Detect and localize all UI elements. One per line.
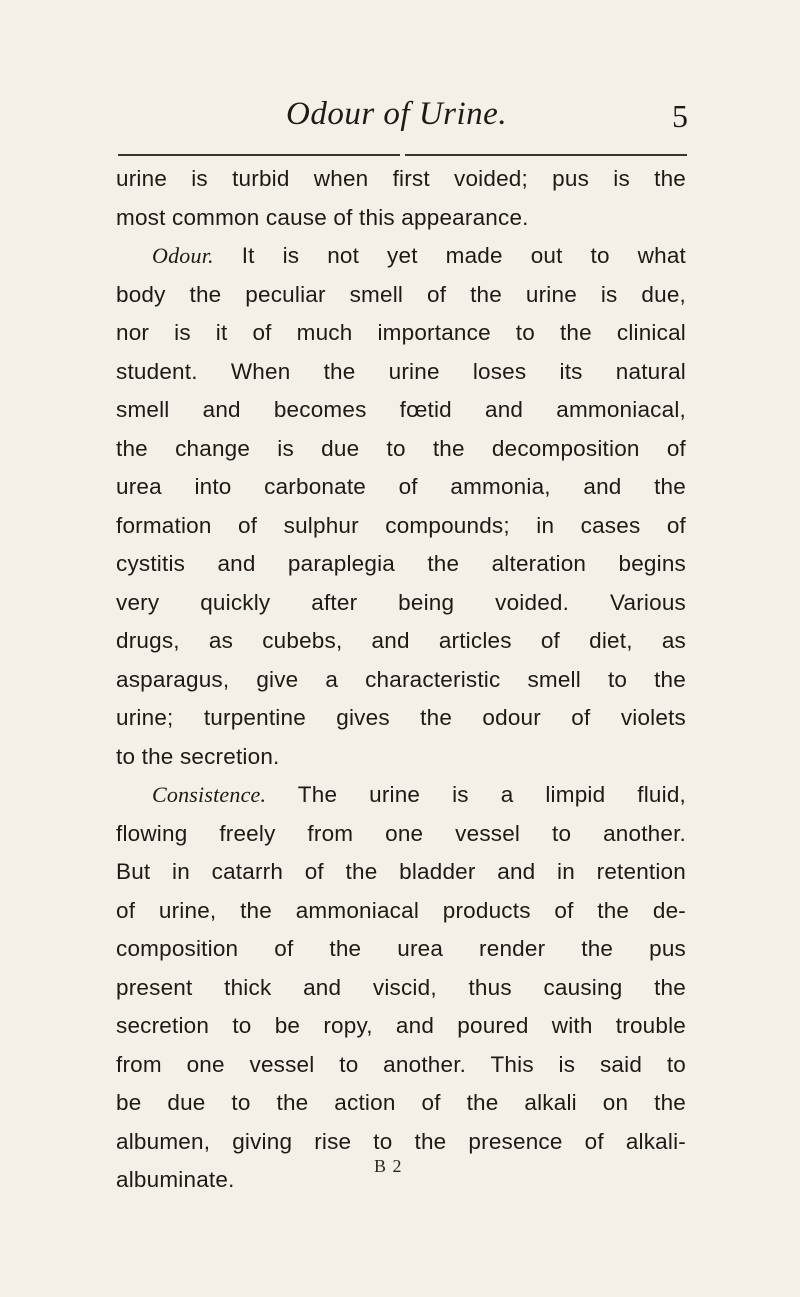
body-text [116, 160, 686, 1200]
text-line-consistence [116, 776, 686, 815]
text-line: body the peculiar smell of the urine is due, [116, 281, 686, 307]
text-line: drugs, as cubebs, and articles of diet, as [116, 628, 686, 653]
text-line: albuminate. [116, 1167, 235, 1192]
sidehead-odour: Odour. [152, 243, 214, 268]
signature-mark: B 2 [374, 1156, 403, 1176]
text-line: But in catarrh of the bladder and in retention [116, 859, 686, 884]
sidehead-consistence: Consistence. [152, 782, 267, 807]
text-line: composition of the urea render the pus [116, 936, 686, 961]
text-line: of urine, the ammoniacal products of the de- [116, 897, 686, 923]
running-title: Odour of Urine. [286, 96, 508, 132]
text-line: secretion to be ropy, and poured with trouble [116, 1013, 686, 1038]
page-number: 5 [672, 98, 688, 134]
running-head [0, 96, 800, 146]
text-line: very quickly after being voided. Various [116, 589, 686, 615]
text-line: be due to the action of the alkali on the [116, 1090, 686, 1115]
text-line: urea into carbonate of ammonia, and the [116, 474, 686, 499]
text-line: cystitis and paraplegia the alteration begins [116, 551, 686, 576]
text-line: student. When the urine loses its natural [116, 358, 686, 384]
text-line: flowing freely from one vessel to another. [116, 820, 686, 846]
header-rule-right [405, 154, 687, 156]
text-line: formation of sulphur compounds; in cases of [116, 512, 686, 538]
text-line: albumen, giving rise to the presence of alkali- [116, 1128, 686, 1154]
text-line-odour [116, 237, 686, 276]
text-line: urine is turbid when first voided; pus is the [116, 166, 686, 191]
text-line-rest: The urine is a limpid fluid, [297, 782, 687, 807]
text-line: asparagus, give a characteristic smell to the [116, 666, 686, 692]
text-line: the change is due to the decomposition of [116, 435, 686, 461]
text-line: urine; turpentine gives the odour of violets [116, 705, 686, 730]
text-line-rest: It is not yet made out to what [241, 243, 687, 268]
text-line: most common cause of this appearance. [116, 204, 529, 230]
header-rule-left [118, 154, 400, 156]
text-line: to the secretion. [116, 743, 280, 769]
text-line: nor is it of much importance to the clinical [116, 320, 686, 345]
text-line: smell and becomes fœtid and ammoniacal, [116, 397, 686, 422]
text-line: present thick and viscid, thus causing the [116, 974, 686, 1000]
text-line: from one vessel to another. This is said to [116, 1051, 686, 1077]
